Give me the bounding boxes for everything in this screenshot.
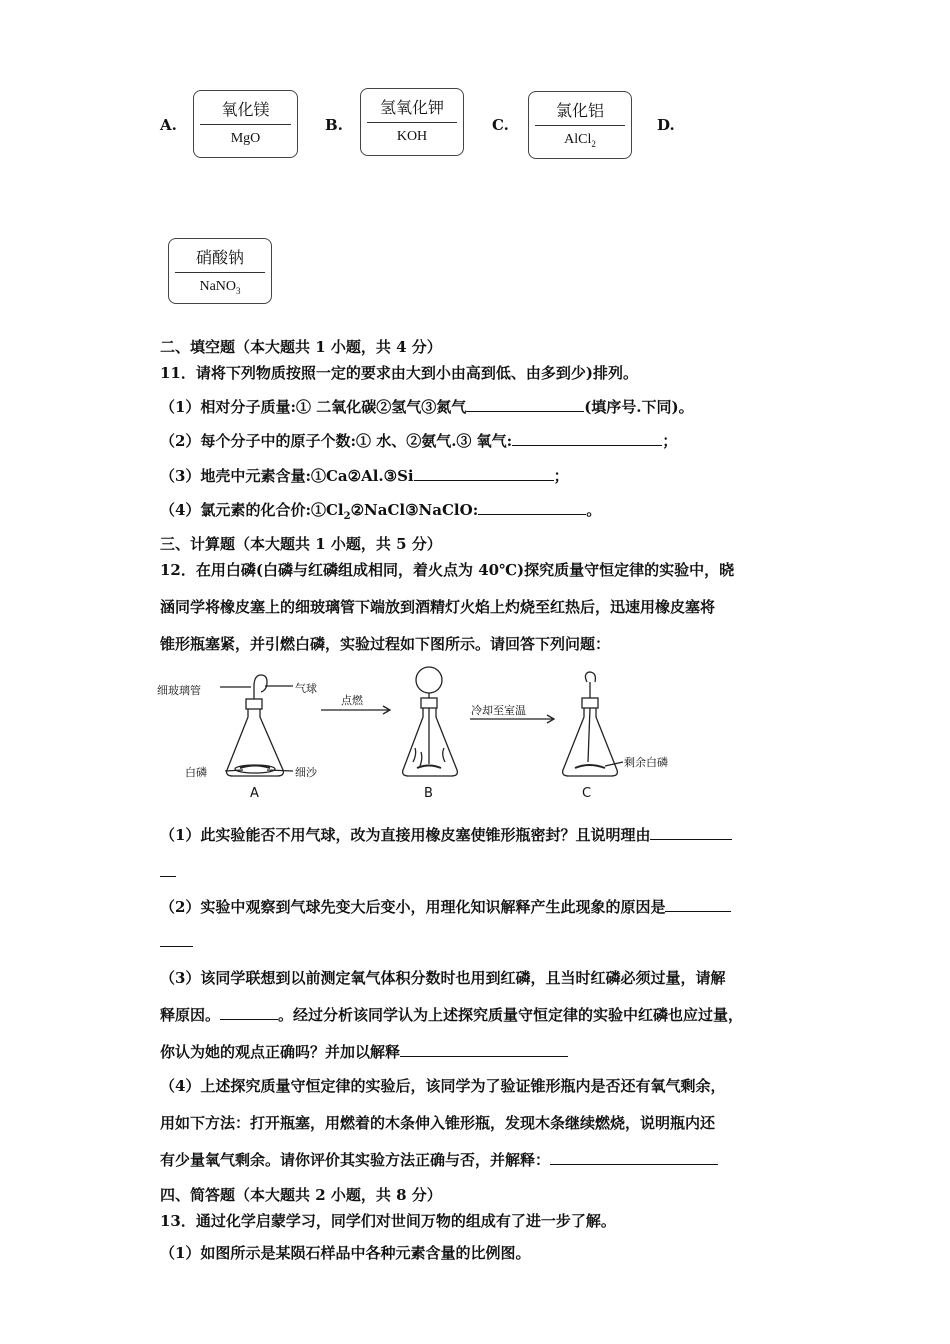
option-a-name: 氧化镁 bbox=[221, 100, 270, 119]
caption-b: B bbox=[424, 786, 433, 801]
option-c-name: 氯化铝 bbox=[555, 101, 604, 120]
q12-line1: 12．在用白磷(白磷与红磷组成相同，着火点为 40℃)探究质量守恒定律的实验中，晓 bbox=[160, 561, 735, 579]
q11-part1: （1）相对分子质量:① 二氧化碳②氢气③氮气 (填序号.下同)。 bbox=[160, 398, 694, 416]
q12-line3: 锥形瓶塞紧，并引燃白磷，实验过程如下图所示。请回答下列问题： bbox=[160, 635, 611, 653]
option-a-card[interactable] bbox=[193, 90, 298, 158]
q12-blank3a[interactable] bbox=[220, 1005, 278, 1020]
q12-blank4[interactable] bbox=[550, 1150, 718, 1165]
label-balloon: 气球 bbox=[295, 682, 317, 695]
caption-a: A bbox=[250, 786, 259, 801]
q12-sub3-line3: 你认为她的观点正确吗？并加以解释 bbox=[160, 1041, 568, 1062]
label-glass-tube: 细玻璃管 bbox=[157, 684, 201, 697]
option-c-formula: AlCl bbox=[564, 132, 592, 147]
experiment-figure-svg bbox=[155, 662, 685, 807]
q12-blank2[interactable] bbox=[665, 897, 731, 912]
q11-stem: 11．请将下列物质按照一定的要求由大到小由高到低、由多到少)排列。 bbox=[160, 364, 638, 382]
q12-sub3-line2: 释原因。 。经过分析该同学认为上述探究质量守恒定律的实验中红磷也应过量， bbox=[160, 1006, 744, 1024]
q11-part2: （2）每个分子中的原子个数:① 水、②氨气.③ 氧气: ； bbox=[160, 432, 678, 450]
q12-blank1[interactable] bbox=[650, 825, 732, 840]
q12-blank1-cont[interactable] bbox=[160, 876, 176, 877]
q11-blank4[interactable] bbox=[478, 500, 586, 515]
option-c-formula-sub: 2 bbox=[591, 138, 596, 149]
q11-part4: （4）氯元素的化合价$:①Cl_2②NaCl③NaClO$: 。 bbox=[160, 501, 602, 522]
option-c-letter: C. bbox=[492, 116, 509, 134]
q11-blank1[interactable] bbox=[466, 397, 584, 412]
q12-sub1: （1）此实验能否不用气球，改为直接用橡皮塞使锥形瓶密封？且说明理由 bbox=[160, 824, 732, 845]
q12-sub4-line2: 用如下方法：打开瓶塞，用燃着的木条伸入锥形瓶，发现木条继续燃烧，说明瓶内还 bbox=[160, 1114, 716, 1132]
option-a-formula: MgO bbox=[230, 131, 261, 146]
section3-title: 三、计算题（本大题共 1 小题，共 5 分） bbox=[160, 535, 442, 553]
caption-c: C bbox=[582, 786, 592, 801]
q12-sub2: （2）实验中观察到气球先变大后变小，用理化知识解释产生此现象的原因是 bbox=[160, 896, 731, 917]
q11-blank2[interactable] bbox=[512, 431, 662, 446]
q12-blank2-cont[interactable] bbox=[160, 946, 193, 947]
q13-sub1: （1）如图所示是某陨石样品中各种元素含量的比例图。 bbox=[160, 1244, 531, 1262]
arrow-cool-label: 冷却至室温 bbox=[471, 704, 526, 717]
arrow-ignite-label: 点燃 bbox=[341, 694, 363, 707]
q13-stem: 13．通过化学启蒙学习，同学们对世间万物的组成有了进一步了解。 bbox=[160, 1212, 616, 1230]
q11-part3: （3）地壳中元素含量:①Ca②Al.③Si ； bbox=[160, 467, 569, 485]
q12-blank3b[interactable] bbox=[400, 1042, 568, 1057]
option-b-letter: B. bbox=[325, 116, 343, 134]
label-white-phosphorus: 白磷 bbox=[185, 766, 207, 779]
label-fine-sand: 细沙 bbox=[295, 766, 317, 779]
q12-sub4-line1: （4）上述探究质量守恒定律的实验后，该同学为了验证锥形瓶内是否还有氧气剩余， bbox=[160, 1077, 726, 1095]
option-d-name: 硝酸钠 bbox=[195, 248, 244, 267]
option-d-letter: D. bbox=[657, 116, 675, 134]
q12-sub3-line1: （3）该同学联想到以前测定氧气体积分数时也用到红磷，且当时红磷必须过量，请解 bbox=[160, 969, 726, 987]
option-a-letter: A. bbox=[160, 116, 177, 134]
option-b-name: 氢氧化钾 bbox=[379, 98, 444, 117]
section2-title: 二、填空题（本大题共 1 小题，共 4 分） bbox=[160, 338, 442, 356]
option-b-card[interactable] bbox=[360, 88, 464, 156]
option-d-formula: NaNO bbox=[199, 279, 237, 294]
q12-sub4-line3: 有少量氧气剩余。请你评价其实验方法正确与否，并解释： bbox=[160, 1149, 718, 1170]
option-d-card[interactable] bbox=[168, 238, 272, 304]
q12-line2: 涵同学将橡皮塞上的细玻璃管下端放到酒精灯火焰上灼烧至红热后，迅速用橡皮塞将 bbox=[160, 598, 716, 616]
q11-blank3[interactable] bbox=[414, 466, 554, 481]
section4-title: 四、简答题（本大题共 2 小题，共 8 分） bbox=[160, 1186, 442, 1204]
option-b-formula: KOH bbox=[396, 129, 428, 144]
option-d-formula-sub: 3 bbox=[236, 285, 241, 296]
option-c-card[interactable] bbox=[528, 91, 632, 159]
experiment-figure bbox=[155, 662, 685, 807]
label-remaining-phosphorus: 剩余白磷 bbox=[624, 756, 668, 769]
